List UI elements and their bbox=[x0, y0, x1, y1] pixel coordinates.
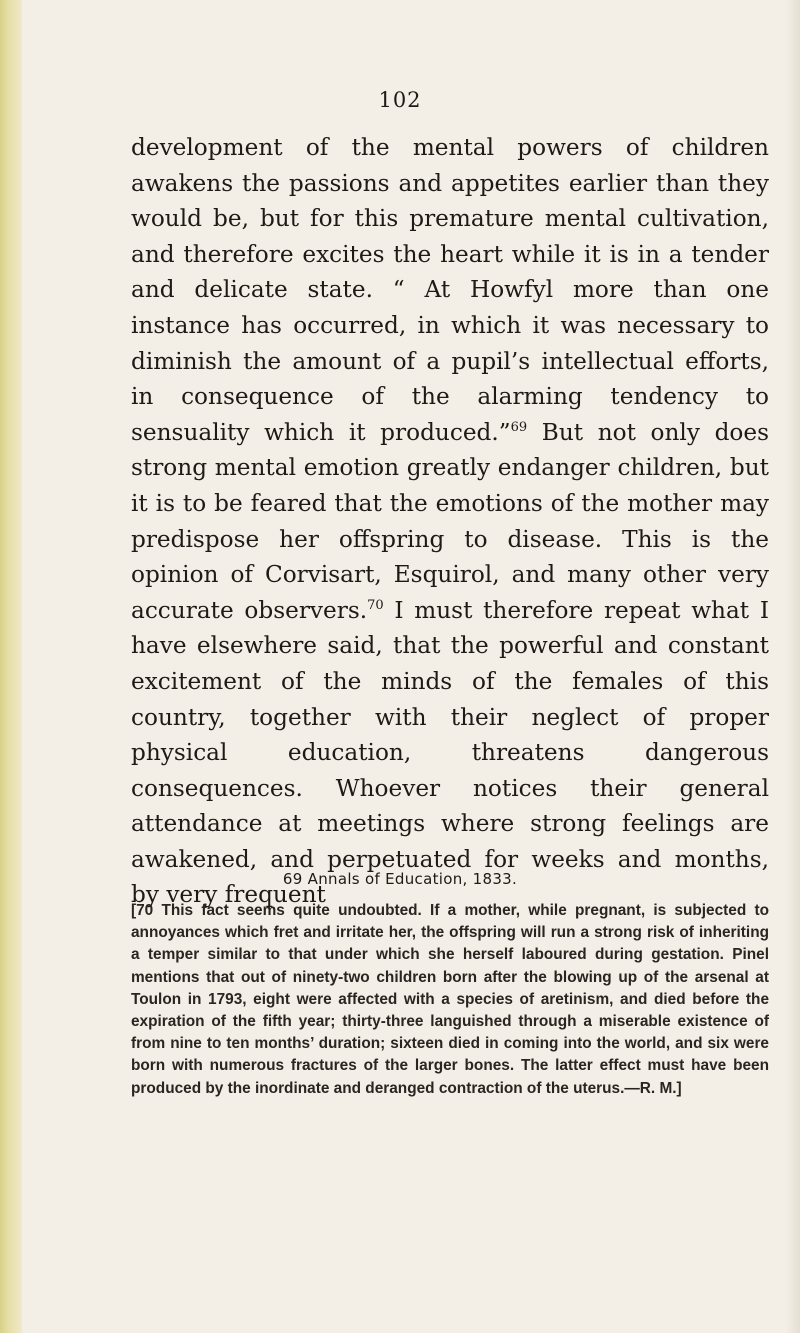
footnote-ref-70: 70 bbox=[367, 597, 384, 613]
body-text-segment-2: But not only does strong mental emotion greatly endanger children, but it is to be feared that the emotions of the mother may predispose her offspring to disease. This is the opinion of Corvisart, Esquirol, and many other very accurate observers. bbox=[131, 418, 769, 624]
body-text-segment-3: I must therefore repeat what I have elsewhere said, that the powerful and constant excitement of the minds of the females of this country, together with their neglect of proper physical education, threatens dangerous consequences. Whoever notices their general attendance at meetings where strong feelings are awakened, and perpetuated for weeks and months, by very frequent bbox=[131, 596, 769, 909]
page-right-edge bbox=[786, 0, 800, 1333]
page-binding-edge bbox=[0, 0, 22, 1333]
body-paragraph bbox=[131, 130, 769, 913]
body-text-segment-1: development of the mental powers of children awakens the passions and appetites earlier than they would be, but for this premature mental cultivation, and therefore excites the heart while it is in a tender and delicate state. “ At Howfyl more than one instance has occurred, in which it was necessary to diminish the amount of a pupil’s intellectual efforts, in consequence of the alarming tendency to sensuality which it produced.” bbox=[131, 134, 769, 446]
footnote-69: 69 Annals of Education, 1833. bbox=[282, 870, 518, 888]
footnote-ref-69: 69 bbox=[510, 419, 528, 435]
footnote-70 bbox=[131, 900, 769, 1100]
footnote-70-text: [70 This fact seems quite undoubted. If a mother, while pregnant, is subjected to annoyances which fret and irritate her, the offspring will run a strong risk of inheriting a temper similar to that under which she herself laboured during gestation. Pinel mentions that out of ninety-two children born after the blowing up of the arsenal at Toulon in 1793, eight were affected with a species of aretinism, and died before the expiration of the fifth year; thirty-three languished through a miserable existence of from nine to ten months’ duration; sixteen died in coming into the world, and six were born with numerous fractures of the larger bones. The latter effect must have been produced by the inordinate and deranged contraction of the uterus.—R. M.] bbox=[131, 902, 769, 1097]
body-text bbox=[131, 130, 769, 913]
page-number: 102 bbox=[378, 88, 422, 112]
